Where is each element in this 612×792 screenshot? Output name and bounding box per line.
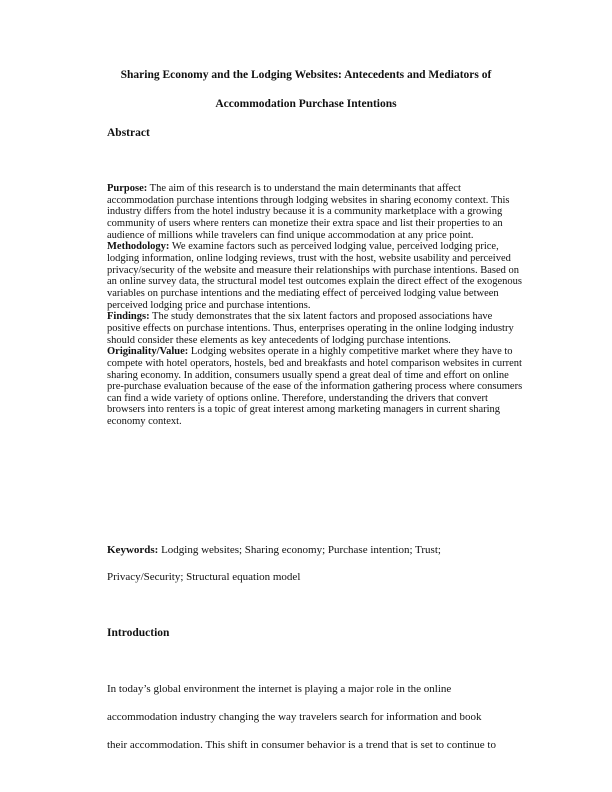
findings-label: Findings: — [107, 311, 150, 323]
originality-text: Lodging websites operate in a highly competitive market where they have to compete with hotel operators, hostels, bed and breakfasts and hotel comparison websites in current sharing economy. In addition, consumers usually spend a great deal of time and effort on online pre-purchase evaluation because of the ease of the information gathering process where consumers can find a wide variety of options online. Therefore, understanding the drivers that convert browsers into renters is a topic of great interest among marketing managers in current sharing economy context. — [107, 346, 523, 428]
paper-title-line-1: Sharing Economy and the Lodging Websites: Antecedents and Mediators of — [120, 69, 492, 81]
abstract-body — [107, 183, 525, 428]
introduction-line-3: their accommodation. This shift in consumer behavior is a trend that is set to continue to — [107, 739, 496, 751]
findings-paragraph — [107, 311, 525, 346]
introduction-line-2: accommodation industry changing the way travelers search for information and book — [107, 711, 482, 723]
purpose-text: The aim of this research is to understand the main determinants that affect accommodation purchase intentions through lodging websites in sharing economy context. This industry differs from the hotel industry because it is a community marketplace with a growing community of users where renters can monetize their extra space and list their properties to an audience of millions while travelers can find unique accommodation at any price point. — [107, 183, 510, 241]
methodology-label: Methodology: — [107, 241, 170, 253]
purpose-paragraph — [107, 183, 525, 241]
purpose-label: Purpose: — [107, 183, 148, 194]
abstract-heading: Abstract — [107, 127, 150, 139]
keywords-label: Keywords: — [107, 544, 159, 556]
keywords-text-2: Privacy/Security; Structural equation model — [107, 571, 301, 583]
originality-label: Originality/Value: — [107, 346, 189, 358]
findings-text: The study demonstrates that the six latent factors and proposed associations have positive effects on purchase intentions. Thus, enterprises operating in the online lodging industry should consider these elements as key antecedents of lodging purchase intentions. — [107, 311, 514, 346]
methodology-paragraph — [107, 241, 525, 311]
introduction-heading: Introduction — [107, 627, 170, 639]
keywords-line — [107, 543, 441, 557]
originality-paragraph — [107, 346, 525, 428]
keywords-text-1: Lodging websites; Sharing economy; Purchase intention; Trust; — [158, 544, 441, 556]
methodology-text: We examine factors such as perceived lodging value, perceived lodging price, lodging information, online lodging reviews, trust with the host, website usability and perceived privacy/security of the website and measure their relationships with purchase intentions. Based on an online survey data, the structural model test outcomes explain the direct effect of the exogenous variables on purchase intentions and the mediating effect of perceived lodging value between perceived lodging price and purchase intentions. — [107, 241, 523, 311]
paper-title-line-2: Accommodation Purchase Intentions — [215, 98, 397, 110]
introduction-line-1: In today’s global environment the internet is playing a major role in the online — [107, 683, 452, 695]
